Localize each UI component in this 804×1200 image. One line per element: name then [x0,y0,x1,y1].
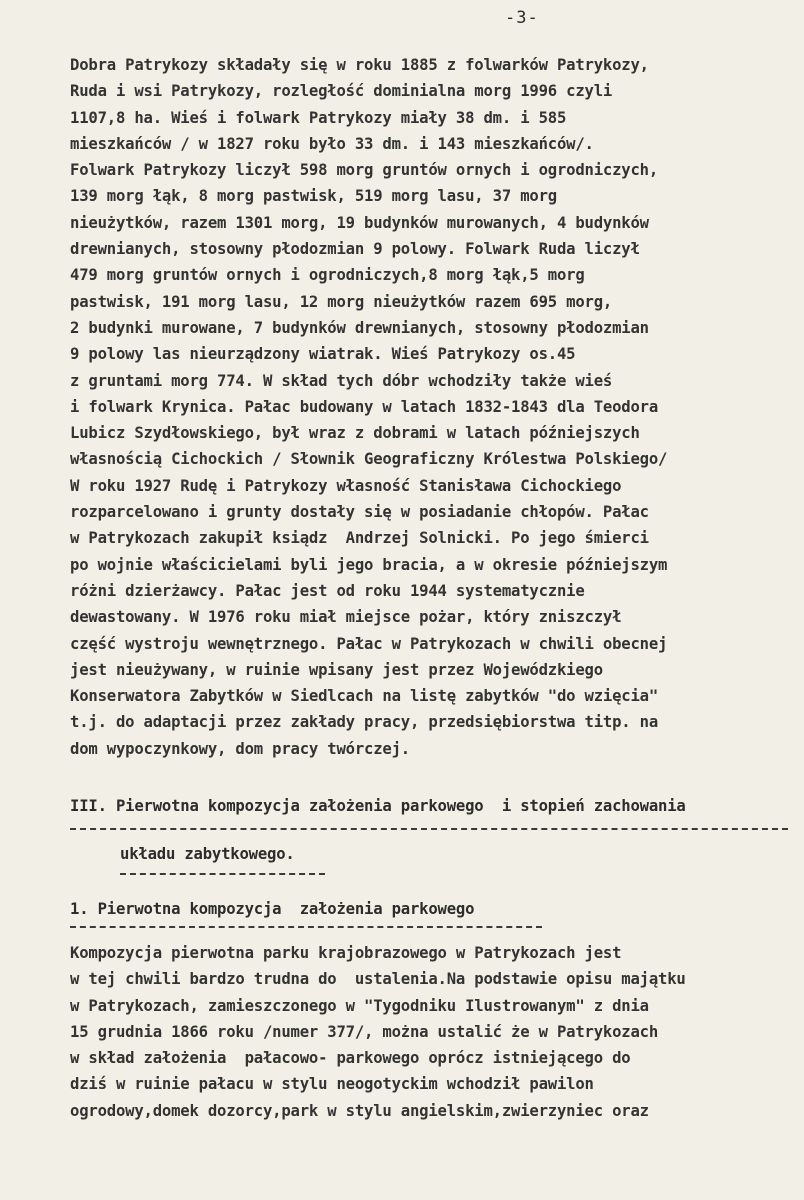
paragraph-line: ogrodowy,domek dozorcy,park w stylu angielskim,zwierzyniec oraz [70,1101,649,1120]
paragraph-line: 15 grudnia 1866 roku /numer 377/, można ustalić że w Patrykozach [70,1022,659,1041]
paragraph-line: własnością Cichockich / Słownik Geograficzny Królestwa Polskiego/ [70,450,668,469]
paragraph-line: W roku 1927 Rudę i Patrykozy własność Stanisława Cichockiego [70,476,622,495]
history-paragraph [70,52,790,762]
paragraph-line: 2 budynki murowane, 7 budynków drewnianych, stosowny płodozmian [70,318,649,337]
paragraph-line: 139 morg łąk, 8 morg pastwisk, 519 morg lasu, 37 morg [70,187,557,206]
paragraph-line: z gruntami morg 774. W skład tych dóbr wchodziły także wieś [70,371,613,390]
heading-underline [70,828,788,830]
paragraph-line: pastwisk, 191 morg lasu, 12 morg nieużytków razem 695 morg, [70,292,613,311]
paragraph-line: drewnianych, stosowny płodozmian 9 polowy. Folwark Ruda liczył [70,240,640,259]
paragraph-line: dom wypoczynkowy, dom pracy twórczej. [70,739,410,758]
subheading-underline [70,926,542,928]
page-number: -3- [505,8,539,28]
paragraph-line: 1107,8 ha. Wieś i folwark Patrykozy miały 38 dm. i 585 [70,108,567,127]
paragraph-line: Ruda i wsi Patrykozy, rozległość dominialna morg 1996 czyli [70,82,613,101]
paragraph-line: część wystroju wewnętrznego. Pałac w Patrykozach w chwili obecnej [70,634,668,653]
paragraph-line: Konserwatora Zabytków w Siedlcach na listę zabytków "do wzięcia" [70,687,659,706]
subsection-heading: 1. Pierwotna kompozycja założenia parkowego [70,900,475,918]
section-heading-continuation: układu zabytkowego. [120,845,295,863]
paragraph-line: nieużytków, razem 1301 morg, 19 budynków murowanych, 4 budynków [70,213,649,232]
paragraph-line: jest nieużywany, w ruinie wpisany jest przez Wojewódzkiego [70,660,603,679]
heading-underline [120,873,325,875]
paragraph-line: mieszkańców / w 1827 roku było 33 dm. i 143 mieszkańców/. [70,134,594,153]
paragraph-line: w Patrykozach zakupił ksiądz Andrzej Solnicki. Po jego śmierci [70,529,649,548]
composition-paragraph [70,940,790,1124]
paragraph-line: Kompozycja pierwotna parku krajobrazowego w Patrykozach jest [70,944,622,962]
paragraph-line: Lubicz Szydłowskiego, był wraz z dobrami w latach późniejszych [70,424,640,443]
paragraph-line: w Patrykozach, zamieszczonego w "Tygodniku Ilustrowanym" z dnia [70,996,649,1015]
paragraph-line: różni dzierżawcy. Pałac jest od roku 1944 systematycznie [70,581,585,600]
paragraph-line: 9 polowy las nieurządzony wiatrak. Wieś Patrykozy os.45 [70,345,576,364]
paragraph-line: i folwark Krynica. Pałac budowany w latach 1832-1843 dla Teodora [70,397,659,416]
paragraph-line: 479 morg gruntów ornych i ogrodniczych,8 morg łąk,5 morg [70,266,585,285]
paragraph-line: w tej chwili bardzo trudna do ustalenia.Na podstawie opisu majątku [70,970,686,989]
paragraph-line: w skład założenia pałacowo- parkowego oprócz istniejącego do [70,1049,631,1068]
paragraph-line: po wojnie właścicielami byli jego bracia, a w okresie późniejszym [70,555,668,574]
paragraph-line: rozparcelowano i grunty dostały się w posiadanie chłopów. Pałac [70,503,649,522]
paragraph-line: dewastowany. W 1976 roku miał miejsce pożar, który zniszczył [70,608,622,627]
paragraph-line: t.j. do adaptacji przez zakłady pracy, przedsiębiorstwa titp. na [70,713,659,732]
paragraph-line: Dobra Patrykozy składały się w roku 1885 z folwarków Patrykozy, [70,56,649,74]
paragraph-line: dziś w ruinie pałacu w stylu neogotyckim wchodził pawilon [70,1075,594,1094]
paragraph-line: Folwark Patrykozy liczył 598 morg gruntów ornych i ogrodniczych, [70,161,659,180]
section-heading: III. Pierwotna kompozycja założenia parkowego i stopień zachowania [70,797,686,815]
